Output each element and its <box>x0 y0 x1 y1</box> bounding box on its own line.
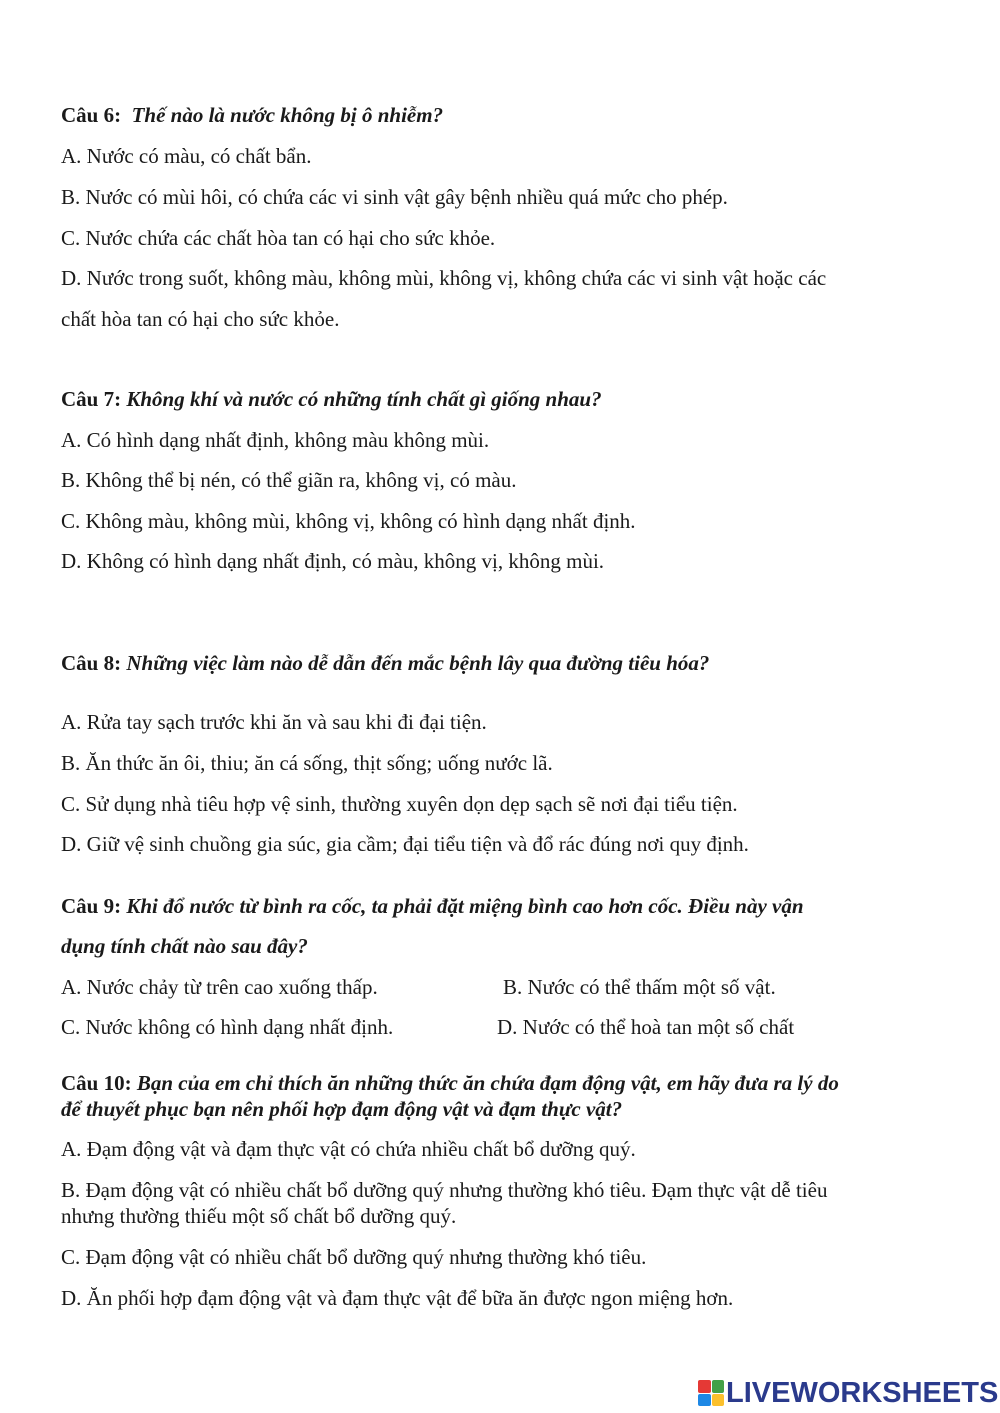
brand-name: LIVEWORKSHEETS <box>726 1377 999 1409</box>
q8-option-b: B. Ăn thức ăn ôi, thiu; ăn cá sống, thịt sống; uống nước lã. <box>61 751 553 775</box>
q6-option-a: A. Nước có màu, có chất bẩn. <box>61 144 312 168</box>
question-9-heading-line2 <box>61 933 940 959</box>
question-text-line2: dụng tính chất nào sau đây? <box>61 934 308 958</box>
question-10-heading <box>61 1070 940 1096</box>
question-text: Những việc làm nào dễ dẫn đến mắc bệnh lây qua đường tiêu hóa? <box>126 651 710 675</box>
q8-option-a: A. Rửa tay sạch trước khi ăn và sau khi đi đại tiện. <box>61 710 487 734</box>
q8-option-d: D. Giữ vệ sinh chuồng gia súc, gia cầm; đại tiểu tiện và đổ rác đúng nơi quy định. <box>61 832 749 856</box>
q9-option-a: A. Nước chảy từ trên cao xuống thấp. <box>61 975 378 999</box>
q9-option-d: D. Nước có thể hoà tan một số chất <box>497 1015 795 1039</box>
q10-option-d: D. Ăn phối hợp đạm động vật và đạm thực vật để bữa ăn được ngon miệng hơn. <box>61 1286 734 1310</box>
question-text: Không khí và nước có những tính chất gì giống nhau? <box>126 387 602 411</box>
question-number: Câu 10: <box>61 1071 132 1095</box>
q6-option-b: B. Nước có mùi hôi, có chứa các vi sinh vật gây bệnh nhiều quá mức cho phép. <box>61 185 728 209</box>
question-6-heading <box>61 102 940 128</box>
question-number: Câu 9: <box>61 894 122 918</box>
question-number: Câu 7: <box>61 387 122 411</box>
question-7-heading <box>61 386 940 412</box>
question-text-line1: Bạn của em chỉ thích ăn những thức ăn chứa đạm động vật, em hãy đưa ra lý do <box>136 1071 839 1095</box>
q7-option-c: C. Không màu, không mùi, không vị, không có hình dạng nhất định. <box>61 509 636 533</box>
q9-option-c: C. Nước không có hình dạng nhất định. <box>61 1015 394 1039</box>
q6-option-d-line1: D. Nước trong suốt, không màu, không mùi, không vị, không chứa các vi sinh vật hoặc các <box>61 266 827 290</box>
q8-option-c: C. Sử dụng nhà tiêu hợp vệ sinh, thường xuyên dọn dẹp sạch sẽ nơi đại tiểu tiện. <box>61 792 738 816</box>
q10-option-b-line1: B. Đạm động vật có nhiều chất bổ dưỡng quý nhưng thường khó tiêu. Đạm thực vật dễ tiêu <box>61 1178 828 1202</box>
q6-option-c: C. Nước chứa các chất hòa tan có hại cho sức khỏe. <box>61 226 496 250</box>
q7-option-a: A. Có hình dạng nhất định, không màu không mùi. <box>61 428 490 452</box>
question-9-heading <box>61 893 940 919</box>
q10-option-b-line2: nhưng thường thiếu một số chất bổ dưỡng quý. <box>61 1204 457 1228</box>
liveworksheets-logo[interactable] <box>698 1378 998 1408</box>
q10-option-a: A. Đạm động vật và đạm thực vật có chứa nhiều chất bổ dưỡng quý. <box>61 1137 636 1161</box>
question-number: Câu 8: <box>61 651 122 675</box>
question-8-heading <box>61 650 940 676</box>
question-text-line2: để thuyết phục bạn nên phối hợp đạm động vật và đạm thực vật? <box>61 1097 623 1121</box>
q9-options-row1 <box>61 974 940 1000</box>
q7-option-b: B. Không thể bị nén, có thể giãn ra, không vị, có màu. <box>61 468 517 492</box>
question-number: Câu 6: <box>61 103 122 127</box>
question-text-line1: Khi đổ nước từ bình ra cốc, ta phải đặt miệng bình cao hơn cốc. Điều này vận <box>126 894 804 918</box>
q10-option-c: C. Đạm động vật có nhiều chất bổ dưỡng quý nhưng thường khó tiêu. <box>61 1245 647 1269</box>
q7-option-d: D. Không có hình dạng nhất định, có màu, không vị, không mùi. <box>61 549 605 573</box>
q9-options-row2 <box>61 1014 940 1040</box>
question-text: Thế nào là nước không bị ô nhiễm? <box>131 103 444 127</box>
q6-option-d-line2: chất hòa tan có hại cho sức khỏe. <box>61 307 340 331</box>
liveworksheets-logo-icon <box>698 1380 724 1406</box>
q9-option-b: B. Nước có thể thấm một số vật. <box>503 975 776 999</box>
question-10-heading-line2 <box>61 1096 940 1122</box>
